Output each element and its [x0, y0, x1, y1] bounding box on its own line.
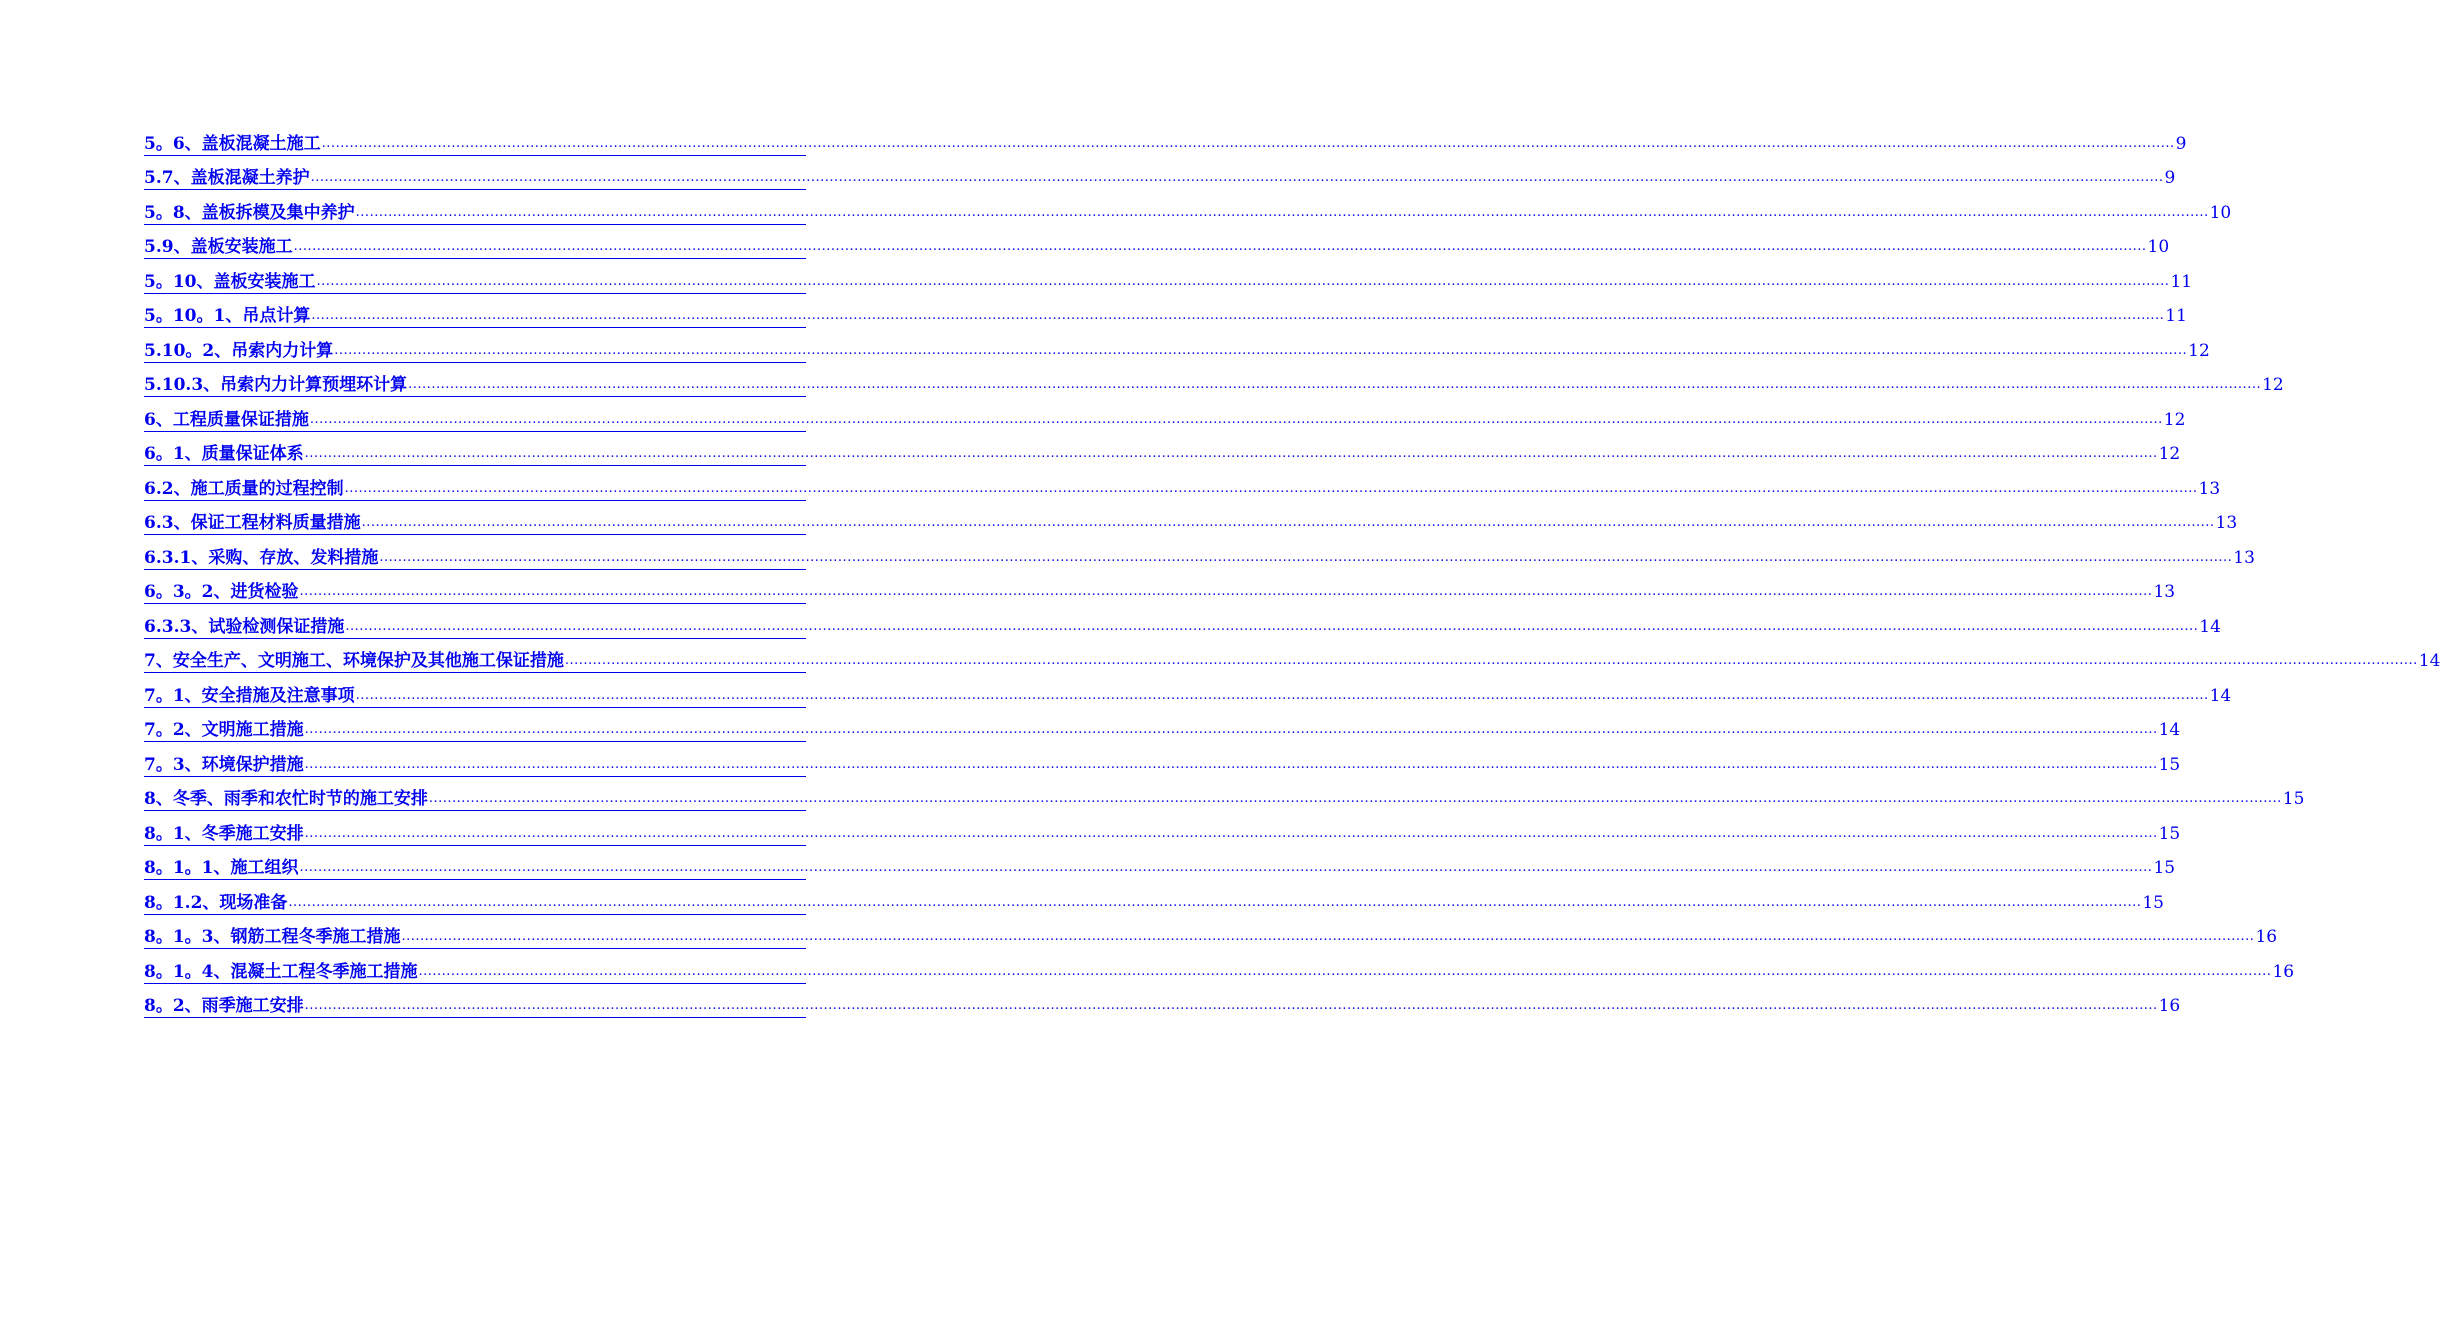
- toc-entry-title: 6.3.3、试验检测保证措施: [144, 616, 345, 637]
- toc-entry-link[interactable]: [144, 121, 2187, 156]
- toc-entry-page-number: 15: [2282, 789, 2305, 809]
- toc-entry-link[interactable]: [144, 190, 2232, 225]
- toc-entry-page-number: 15: [2153, 858, 2176, 878]
- toc-entry-page-number: 14: [2158, 720, 2181, 740]
- toc-entry-title: 5。6、盖板混凝土施工: [144, 133, 321, 154]
- toc-entry-page-number: 14: [2199, 616, 2221, 637]
- toc-dot-leader: ................................................................................................................................................................................................................................................................................................................................................................................................................: [304, 446, 2158, 461]
- toc-dot-leader: ................................................................................................................................................................................................................................................................................................................................................................................................................: [321, 135, 2175, 151]
- toc-entry-title: 8。1。1、施工组织: [144, 858, 299, 878]
- toc-entry-title: 5.10。2、吊索内力计算: [144, 340, 334, 361]
- toc-dot-leader: ................................................................................................................................................................................................................................................................................................................................................................................................................: [304, 998, 2158, 1013]
- toc-entry-link[interactable]: [144, 673, 2232, 708]
- toc-entry-title: 5。10。1、吊点计算: [144, 306, 311, 326]
- toc-entry-link[interactable]: [144, 846, 2176, 881]
- toc-entry-title: 7。2、文明施工措施: [144, 720, 304, 740]
- toc-entry-link[interactable]: [144, 777, 2305, 812]
- toc-entry-page-number: 16: [2255, 927, 2278, 947]
- toc-entry-page-number: 16: [2272, 961, 2295, 982]
- toc-entry-title: 8、冬季、雨季和农忙时节的施工安排: [144, 789, 428, 809]
- toc-entry-page-number: 13: [2215, 513, 2238, 533]
- toc-entry-link[interactable]: [144, 604, 2221, 639]
- toc-entry-title: 8。1、冬季施工安排: [144, 823, 304, 844]
- toc-entry-link[interactable]: [144, 880, 2164, 915]
- toc-entry-page-number: 12: [2188, 340, 2210, 361]
- toc-entry-page-number: 12: [2262, 375, 2284, 395]
- toc-entry-link[interactable]: [144, 397, 2186, 432]
- table-of-contents: [144, 121, 2440, 1018]
- toc-dot-leader: ................................................................................................................................................................................................................................................................................................................................................................................................................: [401, 929, 2255, 944]
- toc-entry-title: 7。1、安全措施及注意事项: [144, 685, 355, 706]
- toc-entry-link[interactable]: [144, 742, 2181, 777]
- toc-dot-leader: ................................................................................................................................................................................................................................................................................................................................................................................................................: [304, 722, 2158, 737]
- toc-dot-leader: ................................................................................................................................................................................................................................................................................................................................................................................................................: [293, 239, 2147, 254]
- toc-entry-link[interactable]: [144, 328, 2210, 363]
- toc-entry-page-number: 13: [2153, 582, 2176, 602]
- toc-entry-title: 6。1、质量保证体系: [144, 444, 304, 464]
- toc-dot-leader: ................................................................................................................................................................................................................................................................................................................................................................................................................: [311, 308, 2165, 323]
- toc-dot-leader: ................................................................................................................................................................................................................................................................................................................................................................................................................: [299, 860, 2153, 875]
- toc-entry-page-number: 11: [2165, 306, 2187, 326]
- toc-dot-leader: ................................................................................................................................................................................................................................................................................................................................................................................................................: [418, 963, 2272, 979]
- toc-entry-link[interactable]: [144, 915, 2278, 950]
- toc-entry-title: 8。2、雨季施工安排: [144, 996, 304, 1016]
- toc-dot-leader: ................................................................................................................................................................................................................................................................................................................................................................................................................: [408, 377, 2262, 392]
- toc-entry-page-number: 15: [2158, 754, 2181, 775]
- toc-entry-page-number: 13: [2198, 478, 2221, 499]
- toc-entry-link[interactable]: [144, 501, 2238, 536]
- toc-entry-title: 6.3、保证工程材料质量措施: [144, 513, 361, 533]
- toc-dot-leader: ................................................................................................................................................................................................................................................................................................................................................................................................................: [428, 791, 2282, 806]
- toc-entry-title: 5.10.3、吊索内力计算预埋环计算: [144, 375, 408, 395]
- toc-entry-title: 5.9、盖板安装施工: [144, 237, 293, 257]
- toc-entry-link[interactable]: [144, 708, 2181, 743]
- toc-dot-leader: ................................................................................................................................................................................................................................................................................................................................................................................................................: [361, 515, 2215, 530]
- toc-entry-link[interactable]: [144, 570, 2176, 605]
- toc-entry-title: 6.2、施工质量的过程控制: [144, 478, 344, 499]
- toc-entry-page-number: 13: [2233, 547, 2255, 568]
- toc-entry-link[interactable]: [144, 535, 2255, 570]
- toc-entry-link[interactable]: [144, 294, 2187, 329]
- toc-entry-link[interactable]: [144, 949, 2295, 984]
- toc-entry-link[interactable]: [144, 363, 2284, 398]
- toc-entry-title: 7、安全生产、文明施工、环境保护及其他施工保证措施: [144, 651, 564, 671]
- toc-entry-link[interactable]: [144, 811, 2181, 846]
- toc-entry-page-number: 14: [2209, 685, 2232, 706]
- toc-dot-leader: ................................................................................................................................................................................................................................................................................................................................................................................................................: [334, 342, 2188, 358]
- toc-entry-page-number: 9: [2164, 168, 2176, 188]
- toc-entry-link[interactable]: [144, 466, 2221, 501]
- toc-dot-leader: ................................................................................................................................................................................................................................................................................................................................................................................................................: [355, 204, 2209, 220]
- toc-dot-leader: ................................................................................................................................................................................................................................................................................................................................................................................................................: [344, 480, 2198, 496]
- toc-entry-link[interactable]: [144, 156, 2176, 191]
- toc-entry-link[interactable]: [144, 259, 2193, 294]
- toc-dot-leader: ................................................................................................................................................................................................................................................................................................................................................................................................................: [310, 170, 2164, 185]
- toc-dot-leader: ................................................................................................................................................................................................................................................................................................................................................................................................................: [299, 584, 2153, 599]
- toc-entry-page-number: 11: [2170, 271, 2193, 292]
- toc-entry-link[interactable]: [144, 984, 2181, 1019]
- toc-entry-title: 8。1。3、钢筋工程冬季施工措施: [144, 927, 401, 947]
- toc-entry-title: 5。8、盖板拆模及集中养护: [144, 202, 355, 223]
- toc-entry-page-number: 15: [2142, 892, 2164, 913]
- toc-entry-link[interactable]: [144, 225, 2170, 260]
- toc-entry-page-number: 12: [2158, 444, 2181, 464]
- toc-dot-leader: ................................................................................................................................................................................................................................................................................................................................................................................................................: [304, 756, 2158, 772]
- toc-entry-title: 5.7、盖板混凝土养护: [144, 168, 310, 188]
- toc-entry-title: 8。1.2、现场准备: [144, 892, 288, 913]
- toc-dot-leader: ................................................................................................................................................................................................................................................................................................................................................................................................................: [309, 411, 2163, 427]
- toc-dot-leader: ................................................................................................................................................................................................................................................................................................................................................................................................................: [345, 618, 2199, 634]
- toc-entry-page-number: 14: [2418, 651, 2440, 671]
- toc-dot-leader: ................................................................................................................................................................................................................................................................................................................................................................................................................: [288, 894, 2142, 910]
- toc-entry-title: 5。10、盖板安装施工: [144, 271, 316, 292]
- toc-entry-title: 6、工程质量保证措施: [144, 409, 309, 430]
- toc-entry-title: 6。3。2、进货检验: [144, 582, 299, 602]
- toc-entry-page-number: 12: [2163, 409, 2186, 430]
- toc-dot-leader: ................................................................................................................................................................................................................................................................................................................................................................................................................: [304, 825, 2158, 841]
- toc-dot-leader: ................................................................................................................................................................................................................................................................................................................................................................................................................: [379, 549, 2233, 565]
- toc-entry-page-number: 15: [2158, 823, 2181, 844]
- toc-entry-page-number: 9: [2175, 133, 2187, 154]
- toc-dot-leader: ................................................................................................................................................................................................................................................................................................................................................................................................................: [355, 687, 2209, 703]
- toc-entry-page-number: 10: [2209, 202, 2232, 223]
- toc-entry-title: 7。3、环境保护措施: [144, 754, 304, 775]
- toc-dot-leader: ................................................................................................................................................................................................................................................................................................................................................................................................................: [316, 273, 2170, 289]
- toc-entry-title: 6.3.1、采购、存放、发料措施: [144, 547, 379, 568]
- toc-entry-page-number: 10: [2147, 237, 2170, 257]
- toc-dot-leader: ................................................................................................................................................................................................................................................................................................................................................................................................................: [564, 653, 2418, 668]
- toc-entry-link[interactable]: [144, 432, 2181, 467]
- toc-entry-page-number: 16: [2158, 996, 2181, 1016]
- toc-entry-title: 8。1。4、混凝土工程冬季施工措施: [144, 961, 418, 982]
- toc-entry-link[interactable]: [144, 639, 2440, 674]
